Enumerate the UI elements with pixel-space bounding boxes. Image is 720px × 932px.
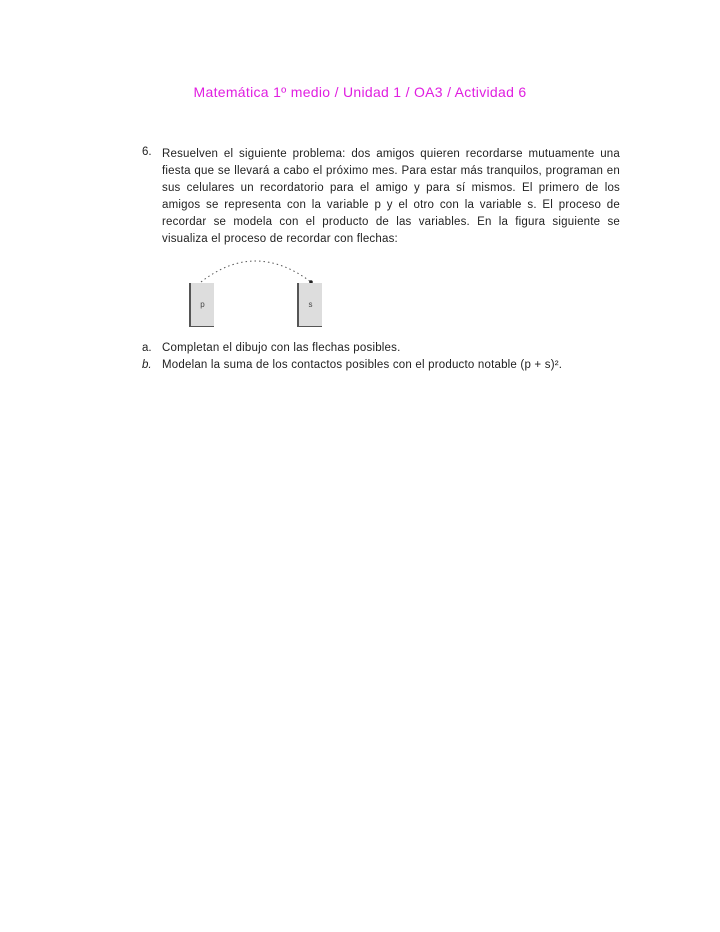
problem-number: 6. [142, 146, 152, 158]
problem-text: Resuelven el siguiente problema: dos amigos quieren recordarse mutuamente una fiesta que se llevará a cabo el próximo mes. Para estar más tranquilos, programan en sus celulares un recordatorio para el amigo y para sí mismos. El primero de los amigos se representa con la variable p y el otro con la variable s. El proceso de recordar se modela con el producto de las variables. En la figura siguiente se visualiza el proceso de recordar con flechas: [162, 148, 620, 245]
page-title: Matemática 1º medio / Unidad 1 / OA3 / Actividad 6 [193, 84, 527, 100]
item-b-label: b. [142, 359, 152, 371]
item-a-label: a. [142, 342, 152, 354]
phone-p: p [189, 283, 214, 327]
dotted-arrow [201, 261, 311, 282]
item-b-text: Modelan la suma de los contactos posibles con el producto notable (p + s)². [162, 359, 563, 371]
item-a-text: Completan el dibujo con las flechas posibles. [162, 342, 401, 354]
phone-s: s [297, 283, 322, 327]
